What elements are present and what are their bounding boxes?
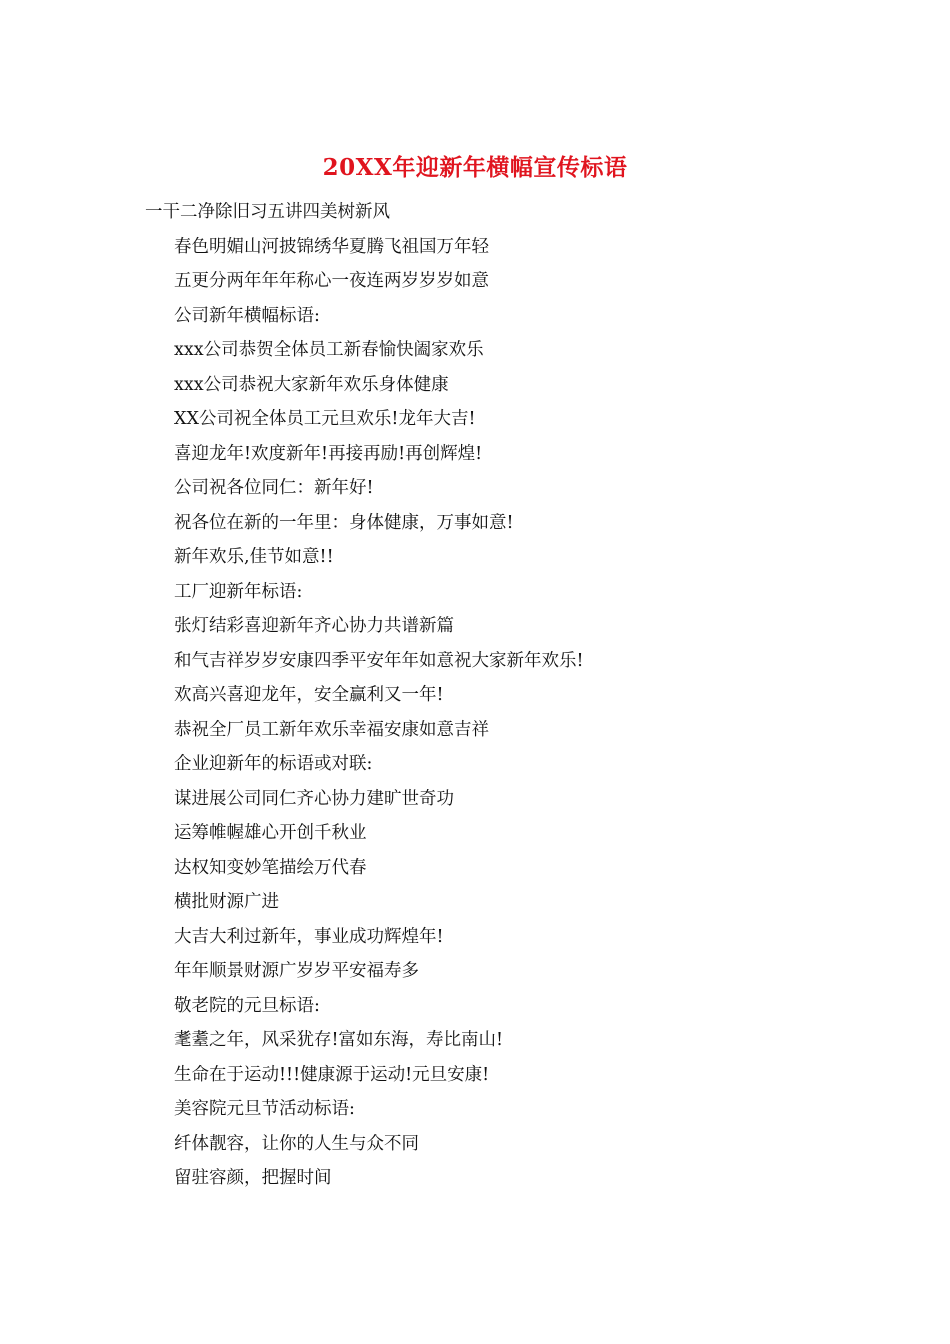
text-line: 留驻容颜，把握时间: [174, 1168, 332, 1188]
text-line: 新年欢乐,佳节如意!!: [174, 547, 334, 567]
document-title: 20XX年迎新年横幅宣传标语: [322, 154, 628, 181]
section-heading: 公司新年横幅标语:: [174, 305, 320, 326]
text-line: 谋进展公司同仁齐心协力建旷世奇功: [174, 788, 454, 809]
text-line: 耄耋之年，风采犹存!富如东海，寿比南山!: [174, 1030, 504, 1050]
text-line: 祝各位在新的一年里：身体健康，万事如意!: [174, 512, 514, 533]
text-line: 张灯结彩喜迎新年齐心协力共谱新篇: [174, 616, 454, 636]
text-line: 恭祝全厂员工新年欢乐幸福安康如意吉祥: [174, 719, 489, 740]
text-line: 春色明媚山河披锦绣华夏腾飞祖国万年轻: [174, 236, 489, 257]
text-line: 大吉大利过新年，事业成功辉煌年!: [174, 926, 444, 947]
text-line: 和气吉祥岁岁安康四季平安年年如意祝大家新年欢乐!: [174, 650, 584, 671]
document-body: [145, 195, 845, 1196]
section-heading: 美容院元旦节活动标语:: [174, 1099, 355, 1119]
text-line: 生命在于运动!!!健康源于运动!元旦安康!: [174, 1064, 490, 1085]
text-line: xxx公司恭贺全体员工新春愉快阖家欢乐: [174, 340, 484, 360]
text-line: 公司祝各位同仁：新年好!: [174, 478, 374, 498]
text-line: 运筹帷幄雄心开创千秋业: [174, 823, 367, 843]
text-line: 喜迎龙年!欢度新年!再接再励!再创辉煌!: [174, 443, 483, 464]
section-heading: 工厂迎新年标语:: [174, 581, 303, 602]
text-line: 五更分两年年年称心一夜连两岁岁岁如意: [174, 271, 489, 291]
text-line: XX公司祝全体员工元旦欢乐!龙年大吉!: [174, 409, 476, 429]
text-line: 达权知变妙笔描绘万代春: [174, 857, 367, 878]
text-line: 一干二净除旧习五讲四美树新风: [145, 202, 390, 222]
text-line: 横批财源广进: [174, 892, 279, 912]
text-line: 年年顺景财源广岁岁平安福寿多: [174, 961, 419, 981]
text-line: 欢高兴喜迎龙年，安全赢利又一年!: [174, 685, 444, 705]
section-heading: 企业迎新年的标语或对联:: [174, 754, 373, 774]
text-line: 纤体靓容，让你的人生与众不同: [174, 1133, 419, 1154]
text-line: xxx公司恭祝大家新年欢乐身体健康: [174, 374, 449, 395]
section-heading: 敬老院的元旦标语:: [174, 995, 320, 1016]
